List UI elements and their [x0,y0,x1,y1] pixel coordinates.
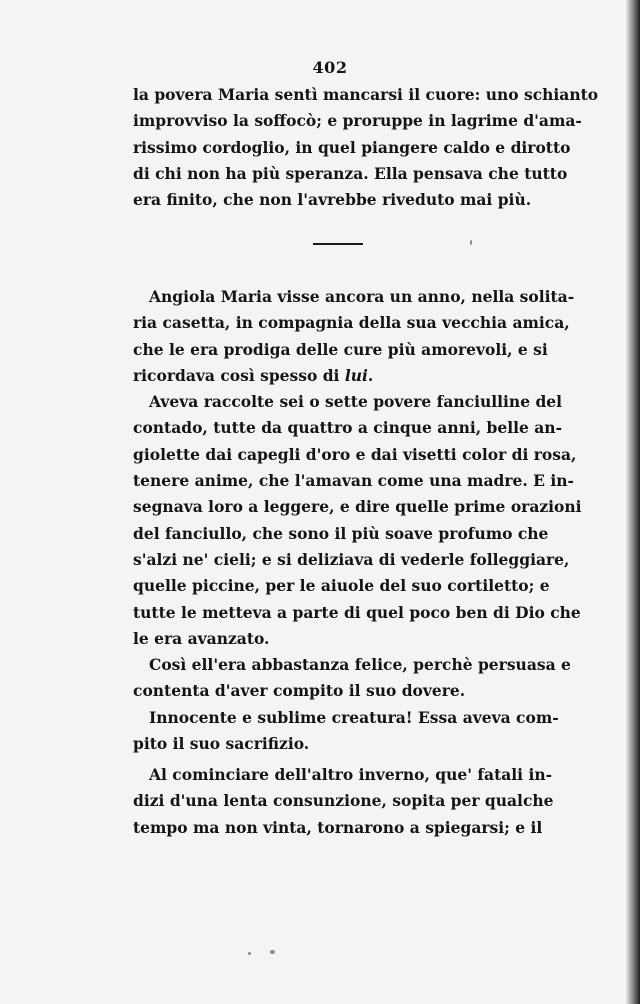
text-line: di chi non ha più speranza. Ella pensava che tutto [133,163,568,183]
text-line: contado, tutte da quattro a cinque anni, belle an- [133,418,563,438]
text-line: segnava loro a leggere, e dire quelle prime orazioni [133,497,582,517]
scan-speck [470,240,472,245]
text-fragment: . [367,365,374,385]
text-line: Innocente e sublime creatura! Essa aveva com- [149,707,559,727]
text-line: del fanciullo, che sono il più soave profumo che [133,523,549,543]
text-line: dizi d'una lenta consunzione, sopita per qualche [133,791,554,811]
text-line: s'alzi ne' cieli; e si deliziava di vederle folleggiare, [133,549,570,569]
section-divider [313,243,363,245]
text-line: quelle piccine, per le aiuole del suo cortiletto; e [133,576,550,596]
text-line: le era avanzato. [133,628,270,648]
page-edge-shadow [626,0,640,1004]
paragraph-three [133,762,554,841]
section-two [133,284,582,757]
paragraph-continuation [133,82,599,213]
text-line: era finito, che non l'avrebbe riveduto mai più. [133,190,532,210]
text-line: improvviso la soffocò; e proruppe in lagrime d'ama- [133,111,582,131]
scan-speck [248,952,251,955]
text-line: pito il suo sacrifizio. [133,734,310,754]
text-line: tenere anime, che l'amavan come una madre. E in- [133,471,574,491]
text-line: che le era prodiga delle cure più amorevoli, e si [133,339,548,359]
text-line: la povera Maria sentì mancarsi il cuore: uno schianto [133,85,599,104]
text-line: rissimo cordoglio, in quel piangere caldo e dirotto [133,137,571,157]
italic-word: lui [344,365,368,385]
text-line: Aveva raccolte sei o sette povere fanciulline del [149,392,563,412]
text-line: tutte le metteva a parte di quel poco ben di Dio che [133,602,581,622]
text-line: contenta d'aver compito il suo dovere. [133,681,466,701]
text-line: Così ell'era abbastanza felice, perchè persuasa e [149,655,571,675]
page-number: 402 [312,58,348,77]
text-line: Angiola Maria visse ancora un anno, nella solita- [149,287,575,306]
text-line: giolette dai capegli d'oro e dai visetti color di rosa, [133,444,577,464]
text-line [133,363,540,389]
text-line: ria casetta, in compagnia della sua vecchia amica, [133,313,570,333]
text-line: tempo ma non vinta, tornarono a spiegarsi; e il [133,817,543,837]
scan-speck [270,950,275,954]
text-line: Al cominciare dell'altro inverno, que' fatali in- [149,765,553,784]
text-fragment: ricordava così spesso di [133,365,345,385]
